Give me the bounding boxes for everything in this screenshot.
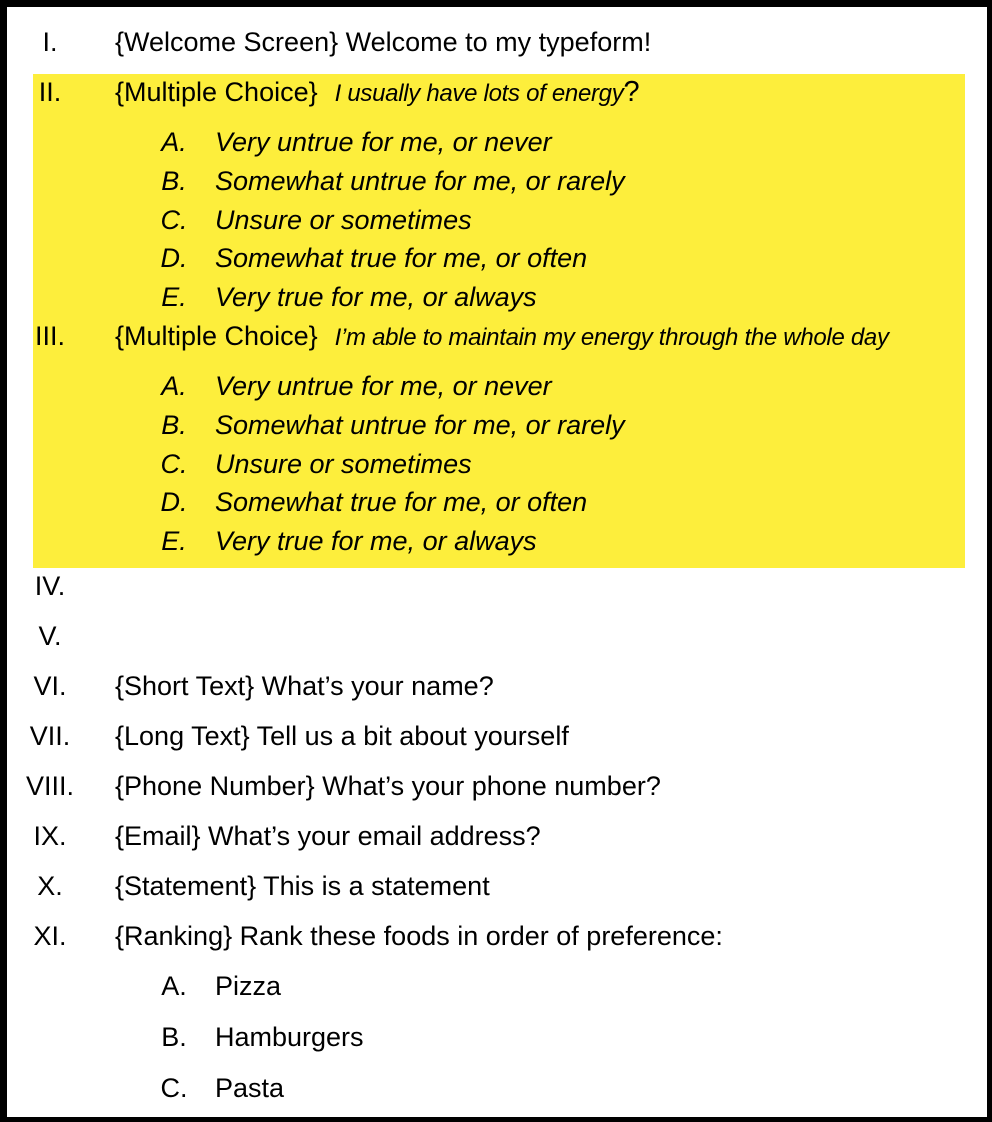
option-letter: A. (161, 127, 187, 157)
list-item (7, 811, 987, 861)
list-item-label: {Short Text} What’s your name? (115, 670, 494, 701)
option-item (7, 1063, 987, 1114)
list-item-numeral: IX. (33, 820, 67, 851)
option-item (7, 406, 987, 445)
list-item-label: {Email} What’s your email address? (115, 820, 541, 851)
list-item-label: {Welcome Screen} Welcome to my typeform! (115, 27, 652, 57)
list-item (7, 17, 987, 67)
list-item-text (115, 311, 889, 363)
options-list (7, 367, 987, 561)
option-letter: C. (160, 448, 188, 479)
options-list (7, 961, 987, 1114)
option-text: Somewhat true for me, or often (215, 243, 588, 274)
list-item (7, 661, 987, 711)
list-item-text (115, 661, 494, 711)
list-item-label: {Long Text} Tell us a bit about yourself (115, 720, 569, 751)
option-text: Very true for me, or always (215, 526, 537, 557)
list-item-text (115, 67, 640, 119)
option-item (7, 483, 987, 522)
option-letter: D. (160, 487, 188, 518)
option-item (7, 961, 987, 1012)
option-letter: C. (160, 204, 188, 235)
option-letter: E. (161, 282, 187, 313)
option-letter: E. (161, 526, 187, 557)
list-item-numeral: VIII. (25, 770, 74, 801)
option-item (7, 239, 987, 278)
list-item-numeral: IV. (34, 570, 66, 601)
option-item (7, 1012, 987, 1063)
question-suffix: ? (623, 76, 640, 108)
option-item (7, 123, 987, 162)
list-item (7, 311, 987, 361)
option-item (7, 162, 987, 201)
list-item-numeral: VII. (29, 720, 71, 751)
option-item (7, 445, 987, 484)
list-item (7, 611, 987, 661)
option-letter: B. (161, 165, 187, 196)
option-letter: C. (160, 1072, 188, 1103)
list-item-label: {Ranking} Rank these foods in order of preference: (115, 920, 723, 951)
option-text: Very untrue for me, or never (215, 127, 552, 157)
list-item-text (115, 861, 490, 911)
question-text: I’m able to maintain my energy through the whole day (334, 323, 889, 351)
list-item (7, 761, 987, 811)
list-item-label: {Statement} This is a statement (115, 870, 490, 901)
option-letter: D. (160, 243, 188, 274)
question-text: I usually have lots of energy (334, 80, 624, 107)
list-item-text (115, 17, 651, 67)
list-item-text (115, 911, 723, 961)
option-letter: B. (161, 1021, 187, 1052)
list-item-numeral: X. (37, 870, 63, 901)
list-item-label: {Multiple Choice} (115, 77, 318, 107)
option-text: Somewhat untrue for me, or rarely (215, 165, 625, 196)
option-letter: A. (161, 970, 187, 1001)
option-text: Somewhat true for me, or often (215, 487, 588, 518)
list-item-numeral: III. (34, 320, 65, 351)
option-text: Very untrue for me, or never (215, 370, 552, 401)
option-letter: B. (161, 409, 187, 440)
option-item (7, 522, 987, 561)
list-item-numeral: XI. (33, 920, 67, 951)
option-text: Pasta (215, 1072, 285, 1103)
list-item (7, 861, 987, 911)
list-item-text (115, 811, 541, 861)
list-item (7, 711, 987, 761)
list-item-label: {Multiple Choice} (115, 320, 318, 351)
list-item-text (115, 761, 661, 811)
list-item (7, 561, 987, 611)
option-text: Very true for me, or always (215, 282, 537, 313)
list-item (7, 67, 987, 117)
option-letter: A. (161, 370, 187, 401)
list-item-numeral: V. (38, 620, 62, 651)
option-item (7, 201, 987, 240)
list-item-numeral: II. (38, 77, 62, 107)
list-item-numeral: I. (42, 27, 58, 57)
list-item (7, 911, 987, 961)
options-list (7, 123, 987, 317)
option-text: Hamburgers (215, 1021, 364, 1052)
option-item (7, 367, 987, 406)
option-text: Unsure or sometimes (215, 448, 472, 479)
option-text: Unsure or sometimes (215, 204, 472, 235)
option-text: Somewhat untrue for me, or rarely (215, 409, 625, 440)
outline-list (7, 7, 987, 1114)
list-item-text (115, 711, 569, 761)
option-text: Pizza (215, 970, 282, 1001)
list-item-numeral: VI. (33, 670, 67, 701)
list-item-label: {Phone Number} What’s your phone number? (115, 770, 661, 801)
